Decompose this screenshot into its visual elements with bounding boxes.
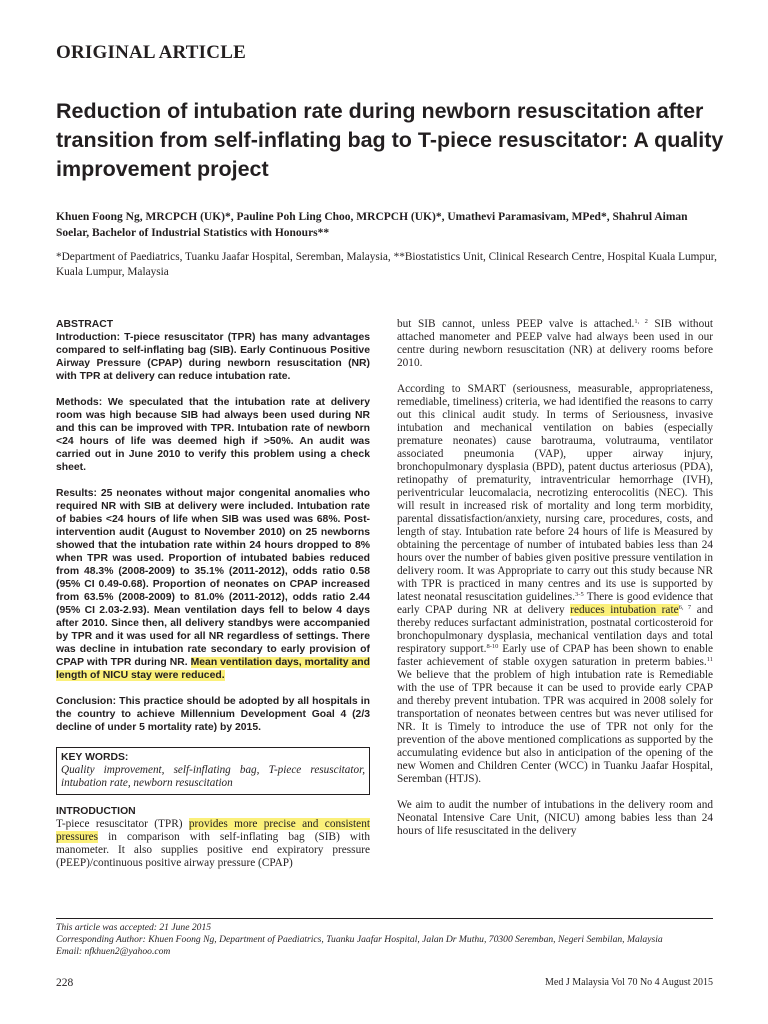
body-text: We believe that the problem of high intubation rate is Remediable with the use of TPR because it can be used to provide early CPAP and thereby prevent intubation. TPR was acquired in 2008 solely for transportation of neonates between centres but was never utilised for NR. It is Timely to introduce the use of TPR not only for the prevention of the above mentioned complications as supported by the accumulating evidence but also in anticipation of the opening of the new Women and Children Center (WCC) in Tuanku Jaafar Hospital, Seremban (HTJS). <box>397 669 713 785</box>
keywords-text: Quality improvement, self-inflating bag, T-piece resuscitator, intubation rate, newborn resuscitation <box>61 764 365 789</box>
abstract-conclusion: Conclusion: This practice should be adopted by all hospitals in the country to achieve Millennium Development Goal 4 (2/3 decline of under 5 mortality rate) by 2015. <box>56 696 370 733</box>
abstract-methods: Methods: We speculated that the intubation rate at delivery room was high because SIB had always been used during NR and this can be improved with TPR. Intubation rate of newborn <24 hours of life was deemed high if >50%. An audit was carried out in June 2010 to verify this problem using a check sheet. <box>56 397 370 473</box>
abstract-results-text: Results: 25 neonates without major congenital anomalies who required NR with SIB at delivery were included. Intubation rate of babies <24 hours of life when SIB was used was 68%. Post-intervention audit (August to November 2010) on 25 newborns showed that the intubation rate within 24 hours dropped to 8% when TPR was used. Proportion of intubated babies reduced from 48.3% (2008-2009) to 35.1% (2011-2012), odds ratio 0.58 (95% CI 0.49-0.68). Proportion of neonates on CPAP increased from 63.5% (2008-2009) to 81.0% (2011-2012), odds ratio 2.44 (95% CI 2.03-2.93). Mean ventilation days fell to below 4 days after 2010. Since then, all delivery standbys were accompanied by TPR and it was used for all NR regardless of settings. There was decline in intubation rate secondary to early provision of CPAP with TPR during NR. <box>56 488 370 668</box>
introduction-heading: INTRODUCTION <box>56 806 136 817</box>
section-label: ORIGINAL ARTICLE <box>56 42 246 63</box>
journal-reference: Med J Malaysia Vol 70 No 4 August 2015 <box>545 977 713 988</box>
right-column <box>397 318 713 851</box>
footnotes <box>56 922 716 958</box>
citation-superscript: 6, 7 <box>678 604 692 611</box>
corresponding-author: Corresponding Author: Khuen Foong Ng, Department of Paediatrics, Tuanku Jaafar Hospital, Jalan Dr Muthu, 70300 Seremban, Negeri Sembilan, Malaysia <box>56 934 663 945</box>
affiliations: *Department of Paediatrics, Tuanku Jaafar Hospital, Seremban, Malaysia, **Biostatistics Unit, Clinical Research Centre, Hospital Kuala Lumpur, Kuala Lumpur, Malaysia <box>56 251 717 278</box>
body-text: but SIB cannot, unless PEEP valve is attached. <box>397 318 635 330</box>
page-number: 228 <box>56 977 74 989</box>
intro-text-end: in comparison with self-inflating bag (SIB) with manometer. It also supplies positive end expiratory pressure (PEEP)/continuous positive airway pressure (CPAP) <box>56 831 370 869</box>
intro-text-start: T-piece resuscitator (TPR) <box>56 818 189 830</box>
abstract-introduction: Introduction: T-piece resuscitator (TPR) has many advantages compared to self-inflating bag (SIB). Early Continuous Positive Airway Pressure (CPAP) during newborn resuscitation (NR) with TPR at delivery can reduce intubation rate. <box>56 332 370 382</box>
article-title: Reduction of intubation rate during newborn resuscitation after transition from self-inflating bag to T-piece resuscitator: A quality improvement project <box>56 99 724 181</box>
body-paragraph <box>397 383 713 786</box>
citation-superscript: 11 <box>706 656 713 663</box>
highlighted-text: Mean ventilation days, mortality and length of NICU stay were reduced. <box>56 657 370 681</box>
abstract-heading: ABSTRACT <box>56 319 114 330</box>
body-text: and thereby reduces surfactant administration, postnatal corticosteroid for bronchopulmonary dysplasia, mechanical ventilation days and total respiratory support. <box>397 604 714 655</box>
introduction-paragraph <box>56 818 370 870</box>
citation-superscript: 3-5 <box>575 591 584 598</box>
email-address: Email: nfkhuen2@yahoo.com <box>56 946 171 957</box>
body-text: Early use of CPAP has been shown to enable faster achievement of stable oxygen saturation in preterm babies. <box>397 643 713 668</box>
citation-superscript: 1, 2 <box>634 318 648 325</box>
body-paragraph: We aim to audit the number of intubations in the delivery room and Neonatal Intensive Care Unit, (NICU) among babies less than 24 hours of life resuscitated in the delivery <box>397 799 713 837</box>
body-text: According to SMART (seriousness, measurable, appropriateness, remediable, timeliness) criteria, we had identified the reasons to carry out this clinical audit study. In terms of Seriousness, invasive intubation and mechanical ventilation on babies (especially premature neonates) cause barotrauma, volutrauma, ventilator associated pneumonia (VAP), upper airway injury, bronchopulmonary dysplasia (BPD), patent ductus arteriosus (PDA), retinopathy of prematurity, intraventricular hemorrhage (IVH), periventricular leucomalacia, necrotizing enterocolitis (NEC). This will result in increased risk of mortality and long term morbidity, parental dissatisfaction/anxiety, nursing care, procedures, costs, and length of stay. Intubation rate before 24 hours of life is Measured by obtaining the percentage of number of intubated babies less than 24 hours over the number of babies given positive pressure ventilation in delivery room. It was Appropriate to carry out this study because NR with TPR is practiced in many centres and its use is supported by latest neonatal resuscitation guidelines. <box>397 383 713 603</box>
highlighted-text: provides more precise and consistent pressures <box>56 818 370 843</box>
abstract-results <box>56 487 370 682</box>
body-paragraph <box>397 318 713 370</box>
footnote-divider <box>56 918 713 919</box>
author-list: Khuen Foong Ng, MRCPCH (UK)*, Pauline Poh Ling Choo, MRCPCH (UK)*, Umathevi Paramasivam, MPed*, Shahrul Aiman Soelar, Bachelor of Industrial Statistics with Honours** <box>56 211 688 239</box>
accepted-date: This article was accepted: 21 June 2015 <box>56 922 212 933</box>
highlighted-text: reduces intubation rate <box>570 604 679 616</box>
body-text: SIB without attached manometer and PEEP valve had always been used in our centre during newborn resuscitation (NR) at delivery rooms before 2010. <box>397 318 714 369</box>
citation-superscript: 8-10 <box>486 643 499 650</box>
keywords-box <box>56 747 370 795</box>
keywords-heading: KEY WORDS: <box>61 752 129 763</box>
left-column <box>56 318 370 883</box>
body-text: There is good evidence that early CPAP during NR at delivery <box>397 591 713 616</box>
